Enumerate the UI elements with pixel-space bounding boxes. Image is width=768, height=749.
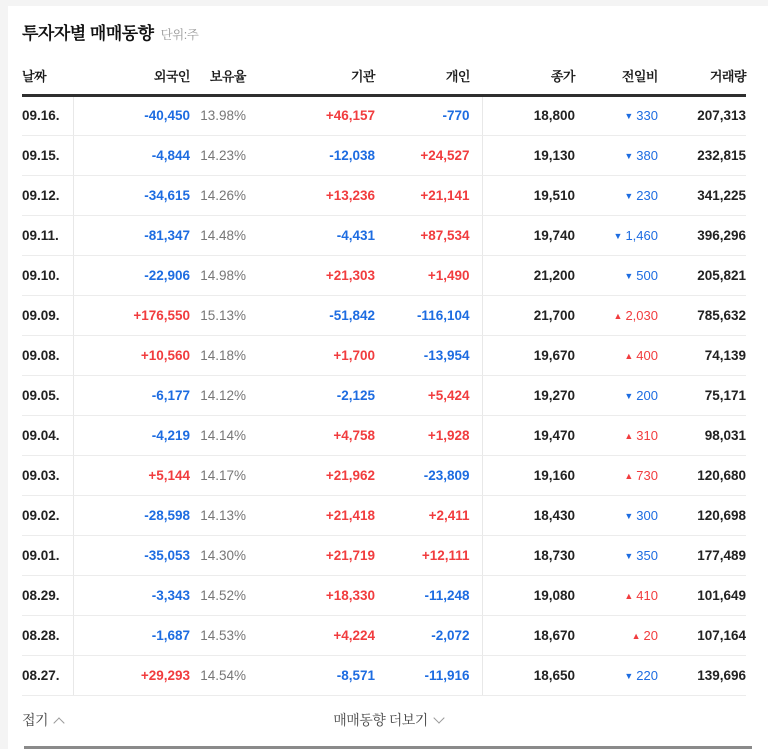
foreign-cell: -4,219 [73, 415, 190, 455]
ratio-cell: 14.18% [190, 335, 246, 375]
institution-cell: -4,431 [246, 215, 375, 255]
individual-cell: +21,141 [375, 175, 482, 215]
close-cell: 19,160 [482, 455, 575, 495]
volume-cell: 98,031 [658, 415, 746, 455]
foreign-cell: +10,560 [73, 335, 190, 375]
individual-cell: -2,072 [375, 615, 482, 655]
close-cell: 18,430 [482, 495, 575, 535]
change-cell [575, 615, 658, 655]
volume-cell: 139,696 [658, 655, 746, 695]
table-row [22, 335, 746, 375]
volume-cell: 107,164 [658, 615, 746, 655]
volume-cell: 101,649 [658, 575, 746, 615]
volume-cell: 74,139 [658, 335, 746, 375]
table-row [22, 375, 746, 415]
change-value: 410 [636, 587, 658, 603]
col-header-close: 종가 [482, 58, 575, 95]
date-cell: 09.10. [22, 255, 73, 295]
page-title: 투자자별 매매동향 [22, 24, 154, 43]
individual-cell: -11,248 [375, 575, 482, 615]
change-value: 230 [636, 187, 658, 203]
change-arrow-icon: ▼ [624, 550, 634, 561]
date-cell: 09.08. [22, 335, 73, 375]
change-value: 350 [636, 547, 658, 563]
more-trading-button[interactable] [333, 710, 443, 730]
date-cell: 09.16. [22, 95, 73, 135]
individual-cell: -116,104 [375, 295, 482, 335]
change-value: 220 [636, 667, 658, 683]
close-cell: 19,470 [482, 415, 575, 455]
change-value: 300 [636, 507, 658, 523]
close-cell: 19,740 [482, 215, 575, 255]
institution-cell: +13,236 [246, 175, 375, 215]
ratio-cell: 14.13% [190, 495, 246, 535]
individual-cell: -23,809 [375, 455, 482, 495]
institution-cell: +4,758 [246, 415, 375, 455]
change-value: 730 [636, 467, 658, 483]
table-row [22, 495, 746, 535]
ratio-cell: 14.23% [190, 135, 246, 175]
change-cell [575, 495, 658, 535]
institution-cell: -8,571 [246, 655, 375, 695]
change-arrow-icon: ▲ [624, 590, 634, 601]
close-cell: 19,080 [482, 575, 575, 615]
section-header [8, 6, 768, 58]
close-cell: 19,510 [482, 175, 575, 215]
investor-trading-section [8, 6, 768, 749]
foreign-cell: -81,347 [73, 215, 190, 255]
change-cell [575, 415, 658, 455]
ratio-cell: 14.12% [190, 375, 246, 415]
volume-cell: 120,698 [658, 495, 746, 535]
change-arrow-icon: ▼ [624, 270, 634, 281]
col-header-date: 날짜 [22, 58, 73, 95]
table-row [22, 415, 746, 455]
change-value: 400 [636, 347, 658, 363]
close-cell: 19,270 [482, 375, 575, 415]
individual-cell: +1,928 [375, 415, 482, 455]
close-cell: 18,800 [482, 95, 575, 135]
foreign-cell: -35,053 [73, 535, 190, 575]
ratio-cell: 14.26% [190, 175, 246, 215]
individual-cell: +87,534 [375, 215, 482, 255]
table-row [22, 615, 746, 655]
table-row [22, 95, 746, 135]
close-cell: 21,700 [482, 295, 575, 335]
change-value: 310 [636, 427, 658, 443]
volume-cell: 205,821 [658, 255, 746, 295]
col-header-individual: 개인 [375, 58, 482, 95]
chevron-up-icon [53, 717, 64, 728]
change-value: 1,460 [625, 227, 658, 243]
individual-cell: +5,424 [375, 375, 482, 415]
change-arrow-icon: ▼ [624, 670, 634, 681]
change-value: 500 [636, 267, 658, 283]
change-arrow-icon: ▲ [624, 430, 634, 441]
change-arrow-icon: ▲ [631, 630, 641, 641]
collapse-label: 접기 [22, 711, 49, 728]
institution-cell: -2,125 [246, 375, 375, 415]
change-arrow-icon: ▲ [624, 350, 634, 361]
foreign-cell: -3,343 [73, 575, 190, 615]
date-cell: 09.02. [22, 495, 73, 535]
volume-cell: 396,296 [658, 215, 746, 255]
foreign-cell: -34,615 [73, 175, 190, 215]
change-value: 380 [636, 147, 658, 163]
table-row [22, 215, 746, 255]
institution-cell: -12,038 [246, 135, 375, 175]
change-cell [575, 215, 658, 255]
table-row [22, 575, 746, 615]
change-cell [575, 375, 658, 415]
date-cell: 09.03. [22, 455, 73, 495]
foreign-cell: -22,906 [73, 255, 190, 295]
col-header-change: 전일비 [575, 58, 658, 95]
change-cell [575, 95, 658, 135]
page-left-margin [0, 0, 8, 749]
close-cell: 21,200 [482, 255, 575, 295]
change-arrow-icon: ▼ [624, 190, 634, 201]
table-row [22, 535, 746, 575]
volume-cell: 785,632 [658, 295, 746, 335]
date-cell: 09.12. [22, 175, 73, 215]
institution-cell: +21,962 [246, 455, 375, 495]
date-cell: 08.27. [22, 655, 73, 695]
change-value: 20 [643, 627, 658, 643]
col-header-institution: 기관 [246, 58, 375, 95]
more-label: 매매동향 더보기 [333, 711, 428, 728]
institution-cell: +21,418 [246, 495, 375, 535]
individual-cell: +24,527 [375, 135, 482, 175]
institution-cell: -51,842 [246, 295, 375, 335]
ratio-cell: 15.13% [190, 295, 246, 335]
table-row [22, 455, 746, 495]
change-cell [575, 175, 658, 215]
volume-cell: 341,225 [658, 175, 746, 215]
change-cell [575, 655, 658, 695]
volume-cell: 120,680 [658, 455, 746, 495]
change-arrow-icon: ▼ [624, 150, 634, 161]
date-cell: 09.11. [22, 215, 73, 255]
change-arrow-icon: ▲ [613, 310, 623, 321]
ratio-cell: 14.52% [190, 575, 246, 615]
ratio-cell: 14.48% [190, 215, 246, 255]
change-cell [575, 575, 658, 615]
individual-cell: +12,111 [375, 535, 482, 575]
ratio-cell: 13.98% [190, 95, 246, 135]
date-cell: 09.01. [22, 535, 73, 575]
date-cell: 09.05. [22, 375, 73, 415]
col-header-ratio: 보유율 [190, 58, 246, 95]
table-row [22, 255, 746, 295]
foreign-cell: -28,598 [73, 495, 190, 535]
change-arrow-icon: ▼ [624, 111, 634, 121]
change-cell [575, 135, 658, 175]
table-row [22, 295, 746, 335]
change-arrow-icon: ▲ [624, 470, 634, 481]
table-row [22, 175, 746, 215]
change-cell [575, 535, 658, 575]
ratio-cell: 14.53% [190, 615, 246, 655]
change-value: 2,030 [625, 307, 658, 323]
col-header-volume: 거래량 [658, 58, 746, 95]
foreign-cell: -40,450 [73, 95, 190, 135]
change-value: 330 [636, 108, 658, 123]
close-cell: 18,650 [482, 655, 575, 695]
foreign-cell: -4,844 [73, 135, 190, 175]
date-cell: 08.28. [22, 615, 73, 655]
institution-cell: +46,157 [246, 95, 375, 135]
institution-cell: +21,303 [246, 255, 375, 295]
individual-cell: +1,490 [375, 255, 482, 295]
individual-cell: -770 [375, 95, 482, 135]
close-cell: 18,730 [482, 535, 575, 575]
volume-cell: 232,815 [658, 135, 746, 175]
volume-cell: 75,171 [658, 375, 746, 415]
foreign-cell: -6,177 [73, 375, 190, 415]
individual-cell: -11,916 [375, 655, 482, 695]
ratio-cell: 14.98% [190, 255, 246, 295]
chevron-down-icon [433, 712, 444, 723]
institution-cell: +21,719 [246, 535, 375, 575]
foreign-cell: +5,144 [73, 455, 190, 495]
unit-label: 단위:주 [160, 28, 199, 42]
ratio-cell: 14.54% [190, 655, 246, 695]
individual-cell: -13,954 [375, 335, 482, 375]
foreign-cell: +176,550 [73, 295, 190, 335]
foreign-cell: +29,293 [73, 655, 190, 695]
table-header-row [22, 58, 746, 95]
table-row [22, 135, 746, 175]
col-header-foreign: 외국인 [73, 58, 190, 95]
institution-cell: +1,700 [246, 335, 375, 375]
date-cell: 09.15. [22, 135, 73, 175]
date-cell: 09.04. [22, 415, 73, 455]
change-cell [575, 255, 658, 295]
change-value: 200 [636, 387, 658, 403]
change-cell [575, 335, 658, 375]
close-cell: 18,670 [482, 615, 575, 655]
institution-cell: +4,224 [246, 615, 375, 655]
change-cell [575, 295, 658, 335]
change-arrow-icon: ▼ [624, 390, 634, 401]
volume-cell: 207,313 [658, 95, 746, 135]
close-cell: 19,670 [482, 335, 575, 375]
trading-table [22, 58, 746, 696]
close-cell: 19,130 [482, 135, 575, 175]
ratio-cell: 14.14% [190, 415, 246, 455]
institution-cell: +18,330 [246, 575, 375, 615]
ratio-cell: 14.30% [190, 535, 246, 575]
collapse-button[interactable] [22, 710, 63, 730]
date-cell: 08.29. [22, 575, 73, 615]
change-arrow-icon: ▼ [624, 510, 634, 521]
table-row [22, 655, 746, 695]
change-arrow-icon: ▼ [613, 230, 623, 241]
date-cell: 09.09. [22, 295, 73, 335]
change-cell [575, 455, 658, 495]
ratio-cell: 14.17% [190, 455, 246, 495]
table-footer [8, 696, 768, 744]
individual-cell: +2,411 [375, 495, 482, 535]
foreign-cell: -1,687 [73, 615, 190, 655]
volume-cell: 177,489 [658, 535, 746, 575]
